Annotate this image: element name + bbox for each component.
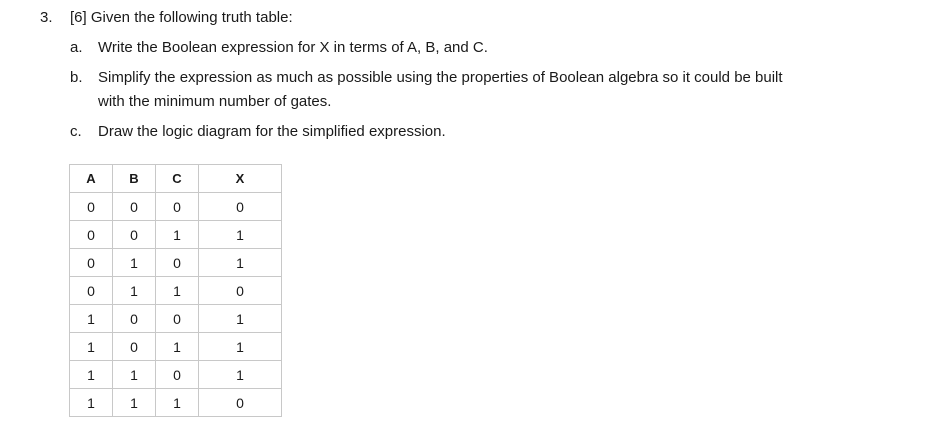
cell-b: 0 — [113, 333, 156, 361]
cell-c: 0 — [156, 249, 199, 277]
cell-x: 1 — [199, 305, 282, 333]
cell-x: 1 — [199, 361, 282, 389]
truth-table — [69, 164, 282, 417]
cell-a: 0 — [70, 221, 113, 249]
part-b-text-line-2: with the minimum number of gates. — [98, 93, 332, 110]
part-c-label: c. — [70, 123, 82, 140]
cell-a: 1 — [70, 305, 113, 333]
cell-c: 1 — [156, 221, 199, 249]
cell-c: 0 — [156, 305, 199, 333]
cell-x: 1 — [199, 333, 282, 361]
table-row — [70, 361, 282, 389]
part-a-text: Write the Boolean expression for X in terms of A, B, and C. — [98, 39, 488, 56]
table-row — [70, 277, 282, 305]
table-row — [70, 333, 282, 361]
cell-a: 1 — [70, 389, 113, 417]
question-prompt: [6] Given the following truth table: — [70, 9, 293, 26]
header-b: B — [113, 165, 156, 193]
cell-b: 0 — [113, 305, 156, 333]
cell-a: 0 — [70, 249, 113, 277]
table-row — [70, 305, 282, 333]
cell-b: 1 — [113, 361, 156, 389]
cell-a: 0 — [70, 193, 113, 221]
cell-c: 1 — [156, 389, 199, 417]
cell-x: 0 — [199, 389, 282, 417]
part-b-label: b. — [70, 69, 83, 86]
header-x: X — [199, 165, 282, 193]
part-a-label: a. — [70, 39, 83, 56]
cell-b: 1 — [113, 277, 156, 305]
cell-a: 1 — [70, 333, 113, 361]
cell-a: 0 — [70, 277, 113, 305]
table-row — [70, 221, 282, 249]
cell-b: 0 — [113, 193, 156, 221]
cell-b: 1 — [113, 249, 156, 277]
cell-c: 0 — [156, 361, 199, 389]
table-row — [70, 389, 282, 417]
cell-x: 0 — [199, 193, 282, 221]
cell-c: 1 — [156, 277, 199, 305]
table-row — [70, 193, 282, 221]
cell-b: 0 — [113, 221, 156, 249]
header-a: A — [70, 165, 113, 193]
cell-x: 1 — [199, 249, 282, 277]
cell-b: 1 — [113, 389, 156, 417]
question-number: 3. — [40, 9, 53, 26]
cell-c: 0 — [156, 193, 199, 221]
table-row — [70, 249, 282, 277]
truth-table-header-row — [70, 165, 282, 193]
part-c-text: Draw the logic diagram for the simplified expression. — [98, 123, 446, 140]
part-b-text-line-1: Simplify the expression as much as possible using the properties of Boolean algebra so it could be built — [98, 69, 783, 86]
cell-a: 1 — [70, 361, 113, 389]
header-c: C — [156, 165, 199, 193]
cell-c: 1 — [156, 333, 199, 361]
cell-x: 0 — [199, 277, 282, 305]
cell-x: 1 — [199, 221, 282, 249]
